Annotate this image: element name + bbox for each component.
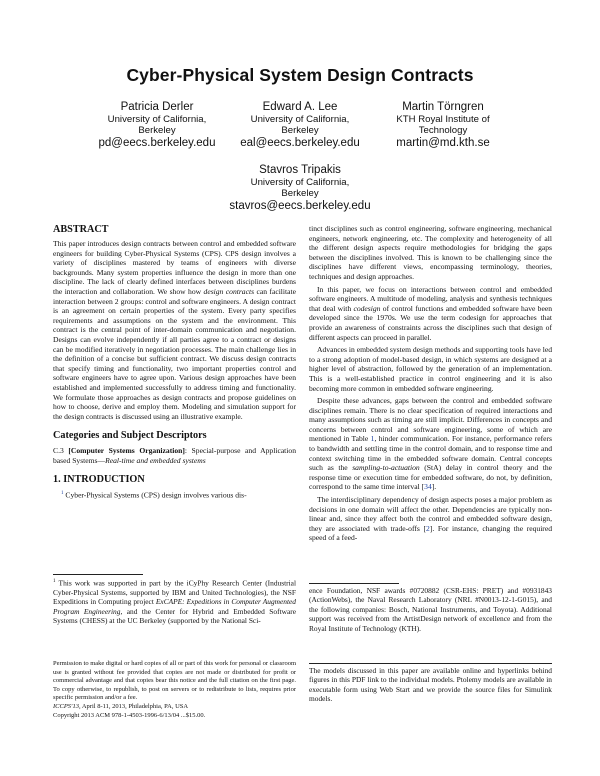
right-paragraph-1: tinct disciplines such as control engineering, software engineering, mechanical engineers, network engineering, etc. The complexity and heterogeneity of all the different design aspects require methodologies for bridging the gaps between the disciplines involved. This is known to be challenging since the disciplines have different views, encompassing terminology, theories, techniques and design approaches. [309, 224, 552, 281]
right-paragraph-4: Despite these advances, gaps between the control and embedded software disciplines remain. There is no clear specification of required interactions and many assumptions such as timing are still implicit. Differences in concepts and concerns between control and software engineering, some of which are mentioned in Table 1, hinder communication. For instance, performance refers to bandwidth and settling time in the control domain, and to response time and context switching time in the embedded software domain. Central concepts such as the sampling-to-actuation (StA) delay in control theory and the response time or execution time for embedded software, do not, by definition, correspond to the same time interval [34]. [309, 396, 552, 492]
author-name: Patricia Derler [120, 101, 194, 113]
footnote-rule [53, 574, 143, 575]
categories-bold: [Computer Systems Organization] [68, 446, 185, 456]
author-email: eal@eecs.berkeley.edu [240, 137, 360, 149]
author-email: pd@eecs.berkeley.edu [98, 137, 216, 149]
models-note-rule [309, 663, 552, 664]
right-paragraph-2: In this paper, we focus on interactions between control and embedded software engineers. A multitude of modeling, analysis and synthesis techniques that deal with codesign of control functions and embedded software have been developed since the 1970s. We use the term codesign for approaches that provide an awareness of constraints across the disciplines such that design of different aspects can proceed in parallel. [309, 284, 552, 342]
author-name: Stavros Tripakis [259, 164, 341, 176]
author-affiliation: Berkeley [281, 188, 319, 199]
author-email: stavros@eecs.berkeley.edu [229, 200, 371, 212]
intro-first-line: $^1$ Cyber-Physical Systems (CPS) design involves various dis- [61, 491, 247, 500]
author-name: Martin Törngren [402, 101, 484, 113]
citation-link[interactable]: 34 [424, 482, 432, 492]
models-note: The models discussed in this paper are available online and hyperlinks behind figures in this PDF link to the individual models. Ptolemy models are available in executable form using Web Start and we provide the source files for Simulink models. [309, 666, 552, 704]
author-affiliation: Technology [418, 125, 468, 136]
left-column [53, 224, 296, 501]
intro-heading: 1. INTRODUCTION [53, 474, 145, 486]
citation-link[interactable]: 2 [426, 523, 430, 533]
author-affiliation: University of California, [107, 114, 207, 125]
abstract-emphasis: design contracts [203, 286, 255, 296]
footnote-rule-right [309, 583, 399, 584]
right-paragraph-5: The interdisciplinary dependency of design aspects poses a major problem as decisions in one domain will affect the other. Dependencies are typically non-linear and, since they affect both the control and embedded software design, they are associated with trade-offs [2]. For instance, changing the required speed of a feed- [309, 495, 552, 543]
author-affiliation: Berkeley [138, 125, 176, 136]
author-affiliation: University of California, [250, 177, 350, 188]
abstract-heading: ABSTRACT [53, 224, 109, 235]
author-affiliation: University of California, [250, 114, 350, 125]
author-torngren [348, 101, 538, 150]
footnote-marker[interactable]: 1 [61, 491, 64, 497]
permission-notice: Permission to make digital or hard copies of all or part of this work for personal or classroom use is granted without fee provided that copies are not made or distributed for profit or commercial advantage and that copies bear this notice and the full citation on the first page. To copy otherwise, to republish, to post on servers or to redistribute to lists, requires prior specific permission and/or a fee. ICCPS'13, April 8-11, 2013, Philadelphia, PA, USA Copyright 2013 ACM 978-1-4503-1996-6/13/04 ...$15.00. [53, 660, 296, 719]
paper-title: Cyber-Physical System Design Contracts [126, 65, 474, 85]
copyright-line: Copyright 2013 ACM 978-1-4503-1996-6/13/04 ...$15.00. [53, 711, 206, 719]
author-email: martin@md.kth.se [396, 137, 490, 149]
author-tripakis [205, 164, 395, 213]
right-column [309, 224, 552, 543]
footnote-emphasis: ExCAPE: Expeditions in Computer Augmented Program Engineering [53, 597, 297, 616]
venue-line: ICCPS'13, April 8-11, 2013, Philadelphia, PA, USA [53, 702, 189, 710]
table-reference-link[interactable]: 1 [370, 434, 375, 444]
footnote-continuation: ence Foundation, NSF awards #0720882 (CSR-EHS: PRET) and #0931843 (ActionWebs), the Naval Research Laboratory (NRL #N0013-12-1-G015), and the following companies: Bosch, National Instruments, and Toyota). Additional support was received from the ArtistDesign network of excellence and from the Royal Institute of Technology (KTH). [309, 586, 552, 633]
categories-text: C.3 [Computer Systems Organization]: Special-purpose and Application based Systems—Real-time and embedded systems [53, 446, 296, 465]
author-affiliation: KTH Royal Institute of [396, 114, 490, 125]
categories-emphasis: Real-time and embedded systems [105, 455, 206, 465]
footnote-left: $^1$ This work was supported in part by the iCyPhy Research Center (Industrial Cyber-Physical Systems, supported by IBM and United Technologies), the NSF Expeditions in Computing project ExCAPE: Expeditions in Computer Augmented Program Engineering, and the Center for Hybrid and Embedded Software Systems (CHESS) at the UC Berkeley (supported by the National Sci- [53, 578, 297, 626]
author-affiliation: Berkeley [281, 125, 319, 136]
abstract-text: This paper introduces design contracts between control and embedded software engineers for building Cyber-Physical Systems (CPS). CPS design involves a variety of disciplines mastered by teams of engineers with diverse backgrounds. Many system properties influence the design in more than one discipline. The lack of clearly defined interfaces between disciplines burdens the interaction and collaboration. We show how design contracts can facilitate interaction between 2 groups: control and software engineers. A design contract is an agreement on certain properties of the system. Every party specifies requirements and assumptions on the system and the environment. This contract is the central point of inter-domain communication and negotiation. Designs can evolve independently if all parties agree to a contract or designs can be modified iteratively in negotiation processes. The main challenge lies in the definition of a concise but sufficient contract. We discuss design contracts that specify timing and functionality, two important properties control and software engineers have to agree upon. Various design approaches have been established and implemented successfully to address timing and functionality. We formulate those approaches as design contracts and propose guidelines on how to choose, derive and employ them. Modeling and simulation support for the design contracts is discussed using an illustrative example. [53, 239, 296, 421]
footnote-number: 1 [53, 579, 56, 584]
right-paragraph-3: Advances in embedded system design methods and supporting tools have led to a strong adoption of model-based design, in which systems are designed at a higher level of abstraction, followed by the generation of an implementation. This is a well-established practice in control engineering and it is also becoming more common in embedded software engineering. [309, 345, 552, 393]
categories-heading: Categories and Subject Descriptors [53, 430, 207, 442]
author-name: Edward A. Lee [262, 101, 338, 113]
